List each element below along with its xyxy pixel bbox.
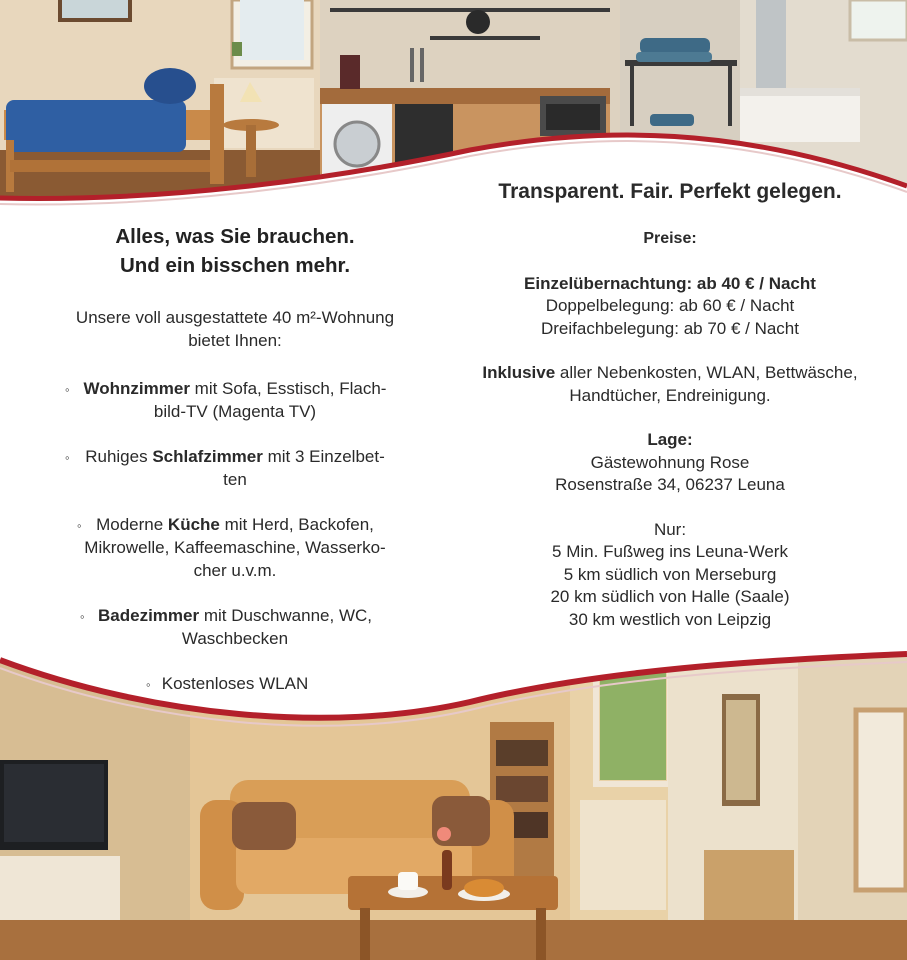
price-single: Einzelübernachtung: ab 40 € / Nacht bbox=[524, 273, 816, 293]
intro-line-1: Unsere voll ausgestattete 40 m²-Wohnung bbox=[75, 308, 395, 327]
bullet-icon: ◦ bbox=[146, 677, 151, 692]
feature-bathroom-line2: Waschbecken bbox=[181, 629, 289, 648]
feature-bedroom-bold: Schlafzimmer bbox=[152, 447, 263, 466]
intro-text bbox=[50, 306, 420, 352]
feature-kitchen-bold: Küche bbox=[167, 515, 220, 534]
headline-line-1: Alles, was Sie brauchen. bbox=[115, 225, 355, 248]
distance-item: 5 Min. Fußweg ins Leuna-Werk bbox=[552, 542, 788, 561]
location-address: Rosenstraße 34, 06237 Leuna bbox=[555, 475, 785, 494]
feature-living-room-bold: Wohnzimmer bbox=[83, 379, 190, 398]
feature-wifi-text: Kostenloses WLAN bbox=[161, 674, 309, 693]
location-name: Gästewohnung Rose bbox=[590, 452, 750, 472]
bullet-icon: ◦ bbox=[65, 382, 70, 397]
distance-item: 5 km südlich von Merseburg bbox=[563, 564, 777, 584]
prices-heading: Preise: bbox=[643, 230, 697, 247]
feature-bathroom-text: mit Duschwanne, WC, bbox=[199, 606, 372, 625]
feature-kitchen-line2: Mikrowelle, Kaffeemaschine, Wasserko- bbox=[84, 538, 386, 557]
feature-living-room-text: mit Sofa, Esstisch, Flach- bbox=[189, 379, 387, 398]
pricing-column bbox=[465, 178, 875, 631]
inclusive-bold: Inklusive bbox=[482, 363, 556, 382]
feature-bedroom bbox=[50, 445, 420, 491]
feature-kitchen bbox=[50, 513, 420, 582]
feature-living-room-line2: bild-TV (Magenta TV) bbox=[153, 402, 317, 421]
feature-wifi bbox=[50, 672, 420, 695]
feature-bedroom-pre: Ruhiges bbox=[85, 447, 153, 466]
distance-item: 20 km südlich von Halle (Saale) bbox=[550, 587, 790, 606]
distance-item: 30 km westlich von Leipzig bbox=[568, 609, 772, 629]
feature-bathroom-bold: Badezimmer bbox=[98, 606, 200, 625]
inclusive-text bbox=[465, 362, 875, 407]
price-double: Doppelbelegung: ab 60 € / Nacht bbox=[545, 296, 795, 315]
price-triple: Dreifachbelegung: ab 70 € / Nacht bbox=[540, 318, 799, 338]
intro-line-2: bietet Ihnen: bbox=[188, 331, 282, 350]
inclusive-rest: aller Nebenkosten, WLAN, Bettwäsche, bbox=[555, 363, 858, 382]
only-heading: Nur: bbox=[653, 519, 687, 539]
bullet-icon: ◦ bbox=[80, 609, 85, 624]
feature-bathroom bbox=[50, 604, 420, 650]
feature-bedroom-text: mit 3 Einzelbet- bbox=[262, 447, 385, 466]
location-heading: Lage: bbox=[647, 430, 693, 449]
headline-line-2: Und ein bisschen mehr. bbox=[119, 254, 351, 277]
bullet-icon: ◦ bbox=[65, 450, 70, 465]
feature-living-room bbox=[50, 377, 420, 423]
features-headline bbox=[50, 222, 420, 280]
tagline: Transparent. Fair. Perfekt gelegen. bbox=[498, 180, 842, 203]
inclusive-line2: Handtücher, Endreinigung. bbox=[569, 385, 771, 405]
feature-kitchen-line3: cher u.v.m. bbox=[193, 561, 277, 580]
feature-kitchen-pre: Moderne bbox=[96, 515, 168, 534]
features-list bbox=[50, 377, 420, 695]
feature-kitchen-text: mit Herd, Backofen, bbox=[219, 515, 374, 534]
feature-bedroom-line2: ten bbox=[223, 470, 247, 489]
features-column bbox=[50, 222, 420, 695]
bullet-icon: ◦ bbox=[77, 518, 82, 533]
